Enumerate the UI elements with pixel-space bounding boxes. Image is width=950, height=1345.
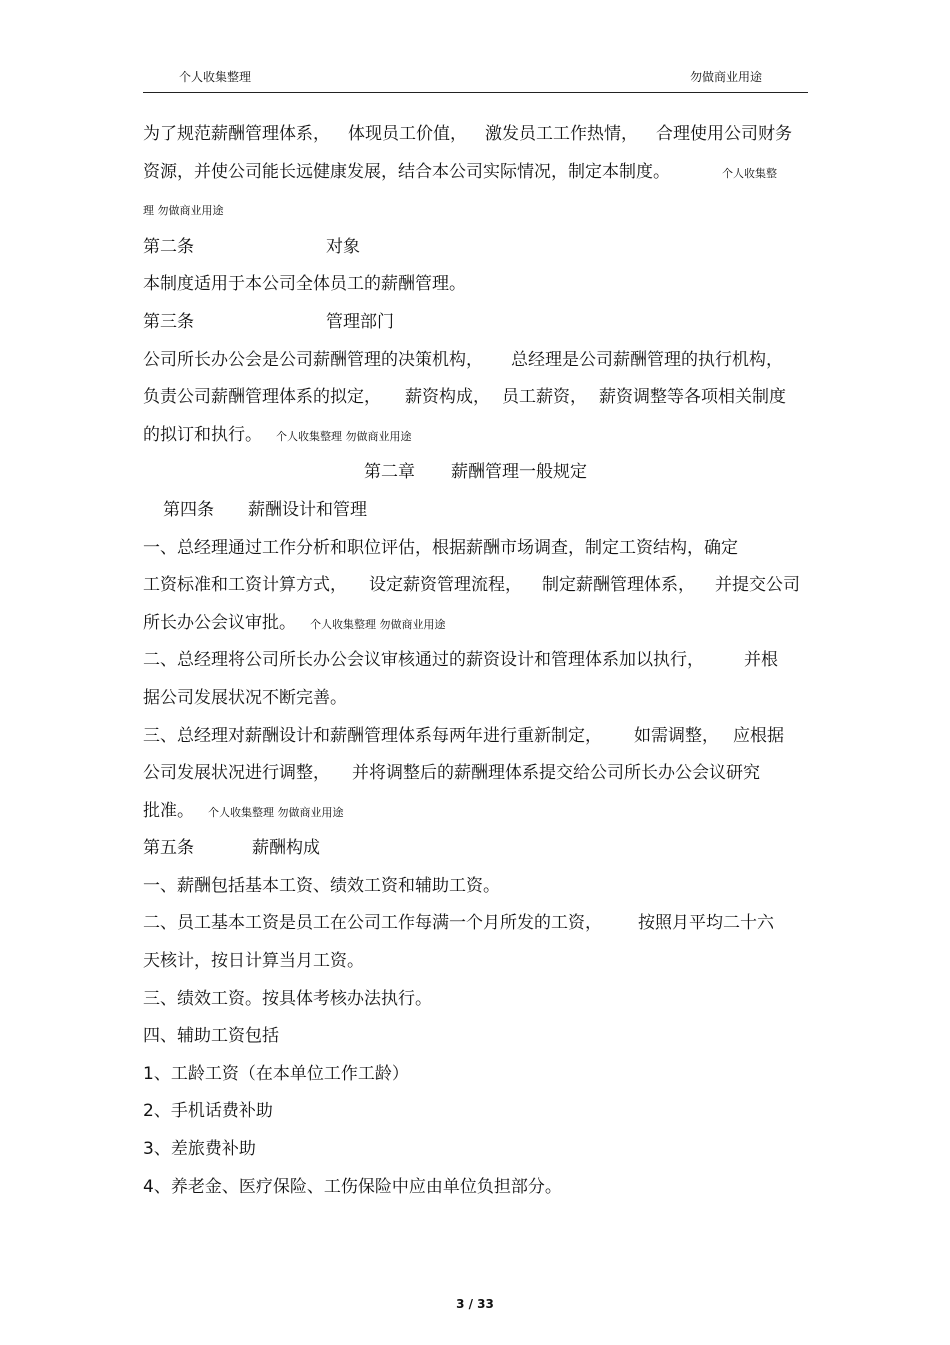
paragraph-line: 为了规范薪酬管理体系， 体现员工价值， 激发员工工作热情， 合理使用公司财务	[143, 124, 792, 144]
page-number: 3 / 33	[456, 1297, 494, 1311]
paragraph-line: 三、总经理对薪酬设计和薪酬管理体系每两年进行重新制定， 如需调整， 应根据	[143, 725, 784, 746]
paragraph-line: 资源，并使公司能长远健康发展，结合本公司实际情况，制定本制度。 个人收集整	[143, 161, 777, 182]
header-left-text: 个人收集整理	[179, 70, 252, 84]
paragraph-line: 四、辅助工资包括	[143, 1026, 279, 1047]
list-item: 2、手机话费补助	[143, 1101, 273, 1122]
paragraph-line: 一、薪酬包括基本工资、绩效工资和辅助工资。	[143, 875, 500, 896]
article-heading: 第四条 薪酬设计和管理	[163, 499, 367, 520]
paragraph-line: 本制度适用于本公司全体员工的薪酬管理。	[143, 274, 466, 295]
page-header	[143, 64, 808, 93]
list-item: 1、工龄工资（在本单位工作工龄）	[143, 1063, 409, 1084]
paragraph-line: 所长办公会议审批。 个人收集整理 勿做商业用途	[143, 612, 446, 633]
chapter-heading: 第二章 薪酬管理一般规定	[364, 462, 587, 483]
watermark-note: 个人收集整	[722, 166, 777, 180]
article-heading: 第五条 薪酬构成	[143, 838, 320, 859]
paragraph-line: 据公司发展状况不断完善。	[143, 687, 347, 708]
paragraph-line: 公司所长办公会是公司薪酬管理的决策机构， 总经理是公司薪酬管理的执行机构，	[143, 349, 783, 370]
paragraph-line: 一、总经理通过工作分析和职位评估，根据薪酬市场调查，制定工资结构，确定	[143, 537, 738, 558]
paragraph-line	[143, 191, 808, 229]
paragraph-line: 工资标准和工资计算方式， 设定薪资管理流程， 制定薪酬管理体系， 并提交公司	[143, 575, 800, 596]
list-item: 4、养老金、医疗保险、工伤保险中应由单位负担部分。	[143, 1176, 562, 1197]
list-item: 3、差旅费补助	[143, 1139, 256, 1160]
paragraph-line: 三、绩效工资。按具体考核办法执行。	[143, 988, 432, 1009]
paragraph-line: 天核计，按日计算当月工资。	[143, 951, 364, 972]
watermark-note: 理 勿做商业用途	[143, 204, 224, 218]
paragraph-line: 公司发展状况进行调整， 并将调整后的薪酬理体系提交给公司所长办公会议研究	[143, 763, 760, 784]
paragraph-line: 批准。 个人收集整理 勿做商业用途	[143, 800, 344, 821]
article-heading: 第三条 管理部门	[143, 311, 394, 332]
paragraph-line: 二、员工基本工资是员工在公司工作每满一个月所发的工资， 按照月平均二十六	[143, 913, 774, 934]
document-body	[143, 116, 808, 1206]
paragraph-line: 的拟订和执行。 个人收集整理 勿做商业用途	[143, 424, 412, 445]
watermark-note: 个人收集整理 勿做商业用途	[276, 429, 412, 443]
article-heading: 第二条 对象	[143, 236, 360, 257]
watermark-note: 个人收集整理 勿做商业用途	[310, 617, 446, 631]
watermark-note: 个人收集整理 勿做商业用途	[208, 805, 344, 819]
paragraph-line: 负责公司薪酬管理体系的拟定， 薪资构成， 员工薪资， 薪资调整等各项相关制度	[143, 387, 786, 408]
header-right-text: 勿做商业用途	[689, 70, 762, 84]
paragraph-line: 二、总经理将公司所长办公会议审核通过的薪资设计和管理体系加以执行， 并根	[143, 650, 778, 671]
